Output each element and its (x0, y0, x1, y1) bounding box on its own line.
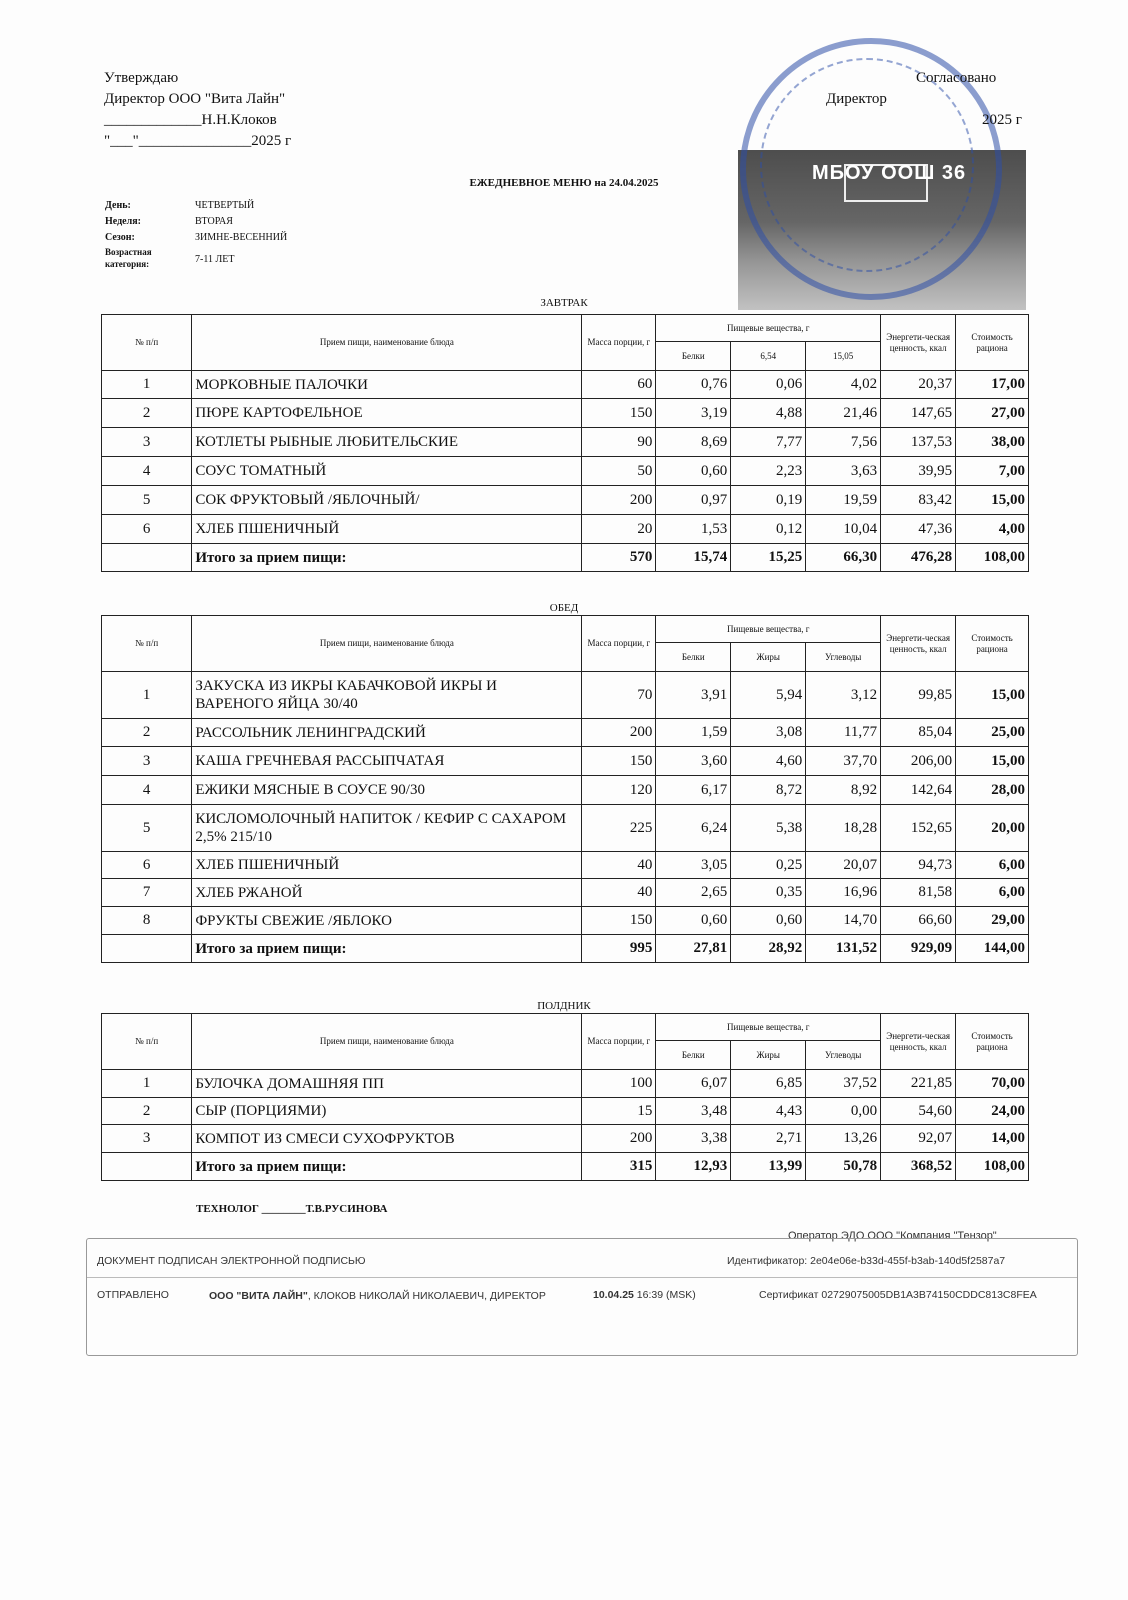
cell-mass: 570 (582, 544, 656, 572)
cell-cost: 144,00 (956, 935, 1029, 963)
cell-mass: 40 (582, 852, 656, 879)
cell-energy: 94,73 (881, 852, 956, 879)
cell-energy: 81,58 (881, 879, 956, 907)
cell-energy: 147,65 (881, 399, 956, 428)
cell-energy: 368,52 (881, 1153, 956, 1181)
cell-mass: 50 (582, 457, 656, 486)
cell-cost: 108,00 (956, 1153, 1029, 1181)
table-row (102, 1098, 1029, 1125)
cell-num: 4 (102, 776, 192, 805)
cell-fat: 5,38 (731, 805, 806, 852)
cell-cost: 4,00 (956, 515, 1029, 544)
cell-mass: 150 (582, 747, 656, 776)
cell-carbs: 20,07 (806, 852, 881, 879)
cell-mass: 15 (582, 1098, 656, 1125)
cell-num (102, 1153, 192, 1181)
total-row (102, 1153, 1029, 1181)
cell-energy: 142,64 (881, 776, 956, 805)
agreement-line-1: Согласовано (916, 70, 997, 86)
signed-label: ДОКУМЕНТ ПОДПИСАН ЭЛЕКТРОННОЙ ПОДПИСЬЮ (97, 1255, 366, 1267)
col-nutrients-header: Пищевые вещества, г (656, 315, 881, 342)
cell-mass: 225 (582, 805, 656, 852)
cell-num: 3 (102, 1125, 192, 1153)
table-row (102, 805, 1029, 852)
cell-dish: КИСЛОМОЛОЧНЫЙ НАПИТОК / КЕФИР С САХАРОМ 2,5% 215/10 (192, 805, 582, 852)
cell-fat: 13,99 (731, 1153, 806, 1181)
cell-dish: КОМПОТ ИЗ СМЕСИ СУХОФРУКТОВ (192, 1125, 582, 1153)
table-row (102, 515, 1029, 544)
e-signature-box (86, 1238, 1078, 1356)
col-cost-header: Стоимость рациона (956, 315, 1029, 371)
cell-dish: ХЛЕБ ПШЕНИЧНЫЙ (192, 515, 582, 544)
table-row (102, 1070, 1029, 1098)
cell-mass: 100 (582, 1070, 656, 1098)
cell-mass: 200 (582, 719, 656, 747)
cell-carbs: 50,78 (806, 1153, 881, 1181)
cell-dish: ЕЖИКИ МЯСНЫЕ В СОУСЕ 90/30 (192, 776, 582, 805)
cell-fat: 4,60 (731, 747, 806, 776)
cell-fat: 0,60 (731, 907, 806, 935)
col-carbs-header: Углеводы (806, 1041, 881, 1070)
technologist-line: ТЕХНОЛОГ ________Т.В.РУСИНОВА (196, 1203, 388, 1215)
cell-protein: 12,93 (656, 1153, 731, 1181)
cell-num: 3 (102, 428, 192, 457)
sent-label: ОТПРАВЛЕНО (97, 1289, 169, 1301)
col-num-header: № п/п (102, 315, 192, 371)
cell-num: 4 (102, 457, 192, 486)
sender-person: , КЛОКОВ НИКОЛАЙ НИКОЛАЕВИЧ, ДИРЕКТОР (307, 1290, 546, 1302)
cell-carbs: 11,77 (806, 719, 881, 747)
cell-carbs: 131,52 (806, 935, 881, 963)
breakfast-table (101, 314, 1029, 572)
cell-fat: 5,94 (731, 672, 806, 719)
cell-protein: 6,17 (656, 776, 731, 805)
col-cost-header: Стоимость рациона (956, 616, 1029, 672)
table-row (102, 907, 1029, 935)
cell-fat: 0,35 (731, 879, 806, 907)
signature-identifier: Идентификатор: 2e04e06e-b33d-455f-b3ab-140d5f2587a7 (727, 1255, 1006, 1267)
cell-protein: 3,19 (656, 399, 731, 428)
cell-cost: 38,00 (956, 428, 1029, 457)
approval-line-4: "___"_______________2025 г (104, 133, 292, 149)
cell-protein: 1,59 (656, 719, 731, 747)
cell-fat: 3,08 (731, 719, 806, 747)
cell-cost: 27,00 (956, 399, 1029, 428)
cell-energy: 929,09 (881, 935, 956, 963)
cell-cost: 20,00 (956, 805, 1029, 852)
approval-line-2: Директор ООО "Вита Лайн" (104, 91, 286, 107)
cell-carbs: 13,26 (806, 1125, 881, 1153)
col-name-header: Прием пищи, наименование блюда (192, 315, 582, 371)
col-name-header: Прием пищи, наименование блюда (192, 1014, 582, 1070)
cell-protein: 1,53 (656, 515, 731, 544)
cell-protein: 15,74 (656, 544, 731, 572)
cell-cost: 29,00 (956, 907, 1029, 935)
cell-num: 2 (102, 399, 192, 428)
col-mass-header: Масса порции, г (582, 616, 656, 672)
cell-num: 6 (102, 515, 192, 544)
table-row (102, 852, 1029, 879)
cell-cost: 24,00 (956, 1098, 1029, 1125)
total-row (102, 544, 1029, 572)
table-row (102, 719, 1029, 747)
sent-time: 16:39 (MSK) (633, 1289, 696, 1301)
cell-protein: 0,97 (656, 486, 731, 515)
cell-num: 2 (102, 1098, 192, 1125)
edo-operator: Оператор ЭДО ООО "Компания "Тензор" (788, 1230, 997, 1242)
cell-num: 5 (102, 805, 192, 852)
col-num-header: № п/п (102, 1014, 192, 1070)
cell-fat: 28,92 (731, 935, 806, 963)
season-value: ЗИМНЕ-ВЕСЕННИЙ (195, 232, 288, 243)
cell-energy: 137,53 (881, 428, 956, 457)
cell-energy: 20,37 (881, 371, 956, 399)
cell-dish: Итого за прием пищи: (192, 544, 582, 572)
cell-fat: 2,71 (731, 1125, 806, 1153)
cell-fat: 4,43 (731, 1098, 806, 1125)
cell-energy: 54,60 (881, 1098, 956, 1125)
page-title: ЕЖЕДНЕВНОЕ МЕНЮ на 24.04.2025 (469, 177, 659, 189)
cell-dish: ХЛЕБ ПШЕНИЧНЫЙ (192, 852, 582, 879)
cell-carbs: 37,52 (806, 1070, 881, 1098)
cell-mass: 90 (582, 428, 656, 457)
cell-cost: 15,00 (956, 486, 1029, 515)
col-nutrients-header: Пищевые вещества, г (656, 1014, 881, 1041)
cell-mass: 150 (582, 399, 656, 428)
cell-dish: ХЛЕБ РЖАНОЙ (192, 879, 582, 907)
cell-carbs: 8,92 (806, 776, 881, 805)
age-label: Возрастная категория: (105, 247, 152, 269)
cell-energy: 39,95 (881, 457, 956, 486)
cell-protein: 3,91 (656, 672, 731, 719)
approval-line-3: _____________Н.Н.Клоков (104, 112, 277, 128)
table-row (102, 457, 1029, 486)
cell-carbs: 14,70 (806, 907, 881, 935)
agreement-line-2: Директор (826, 91, 887, 107)
col-protein-header: Белки (656, 643, 731, 672)
sender (209, 1289, 589, 1304)
cell-dish: СОК ФРУКТОВЫЙ /ЯБЛОЧНЫЙ/ (192, 486, 582, 515)
cell-cost: 7,00 (956, 457, 1029, 486)
cell-cost: 25,00 (956, 719, 1029, 747)
cell-dish: СЫР (ПОРЦИЯМИ) (192, 1098, 582, 1125)
cell-carbs: 10,04 (806, 515, 881, 544)
cell-fat: 6,85 (731, 1070, 806, 1098)
cell-mass: 995 (582, 935, 656, 963)
cell-num (102, 935, 192, 963)
col-mass-header: Масса порции, г (582, 1014, 656, 1070)
col-protein-header: Белки (656, 342, 731, 371)
cell-cost: 15,00 (956, 747, 1029, 776)
sent-datetime (593, 1289, 696, 1301)
cell-carbs: 7,56 (806, 428, 881, 457)
cell-mass: 40 (582, 879, 656, 907)
day-value: ЧЕТВЕРТЫЙ (195, 200, 255, 211)
cell-energy: 92,07 (881, 1125, 956, 1153)
table-row (102, 371, 1029, 399)
stamp-text: МБОУ ООШ 36 (812, 162, 967, 184)
total-row (102, 935, 1029, 963)
signature-divider (87, 1277, 1077, 1278)
cell-num: 3 (102, 747, 192, 776)
table-row (102, 1125, 1029, 1153)
cell-carbs: 3,63 (806, 457, 881, 486)
table-row (102, 879, 1029, 907)
sender-org: ООО "ВИТА ЛАЙН" (209, 1290, 308, 1302)
cell-dish: СОУС ТОМАТНЫЙ (192, 457, 582, 486)
cell-num: 2 (102, 719, 192, 747)
cell-carbs: 66,30 (806, 544, 881, 572)
cell-dish: ЗАКУСКА ИЗ ИКРЫ КАБАЧКОВОЙ ИКРЫ И ВАРЕНОГО ЯЙЦА 30/40 (192, 672, 582, 719)
approval-block (104, 68, 291, 152)
col-fat-header: Жиры (731, 1041, 806, 1070)
cell-dish: МОРКОВНЫЕ ПАЛОЧКИ (192, 371, 582, 399)
cell-protein: 3,60 (656, 747, 731, 776)
cell-dish: ФРУКТЫ СВЕЖИЕ /ЯБЛОКО (192, 907, 582, 935)
day-label: День: (105, 200, 131, 211)
cell-dish: Итого за прием пищи: (192, 1153, 582, 1181)
cell-protein: 3,05 (656, 852, 731, 879)
cell-cost: 28,00 (956, 776, 1029, 805)
cell-protein: 3,38 (656, 1125, 731, 1153)
section-title-snack: ПОЛДНИК (537, 1000, 591, 1012)
cell-mass: 70 (582, 672, 656, 719)
cell-fat: 0,25 (731, 852, 806, 879)
section-title-breakfast: ЗАВТРАК (540, 297, 588, 309)
cell-carbs: 19,59 (806, 486, 881, 515)
cell-fat: 0,19 (731, 486, 806, 515)
cell-protein: 0,60 (656, 457, 731, 486)
cell-protein: 0,76 (656, 371, 731, 399)
col-num-header: № п/п (102, 616, 192, 672)
col-carbs-header: Углеводы (806, 643, 881, 672)
col-protein-header: Белки (656, 1041, 731, 1070)
cell-mass: 20 (582, 515, 656, 544)
sent-date: 10.04.25 (593, 1289, 634, 1301)
cell-num: 7 (102, 879, 192, 907)
cell-num (102, 544, 192, 572)
cell-protein: 6,24 (656, 805, 731, 852)
week-value: ВТОРАЯ (195, 216, 233, 227)
cell-carbs: 0,00 (806, 1098, 881, 1125)
table-row (102, 672, 1029, 719)
agreement-block (826, 68, 1022, 131)
cell-dish: РАССОЛЬНИК ЛЕНИНГРАДСКИЙ (192, 719, 582, 747)
cell-protein: 8,69 (656, 428, 731, 457)
col-mass-header: Масса порции, г (582, 315, 656, 371)
cell-dish: КАША ГРЕЧНЕВАЯ РАССЫПЧАТАЯ (192, 747, 582, 776)
col-fat-header: 6,54 (731, 342, 806, 371)
cell-fat: 0,06 (731, 371, 806, 399)
col-fat-header: Жиры (731, 643, 806, 672)
col-energy-header: Энергети-ческая ценность, ккал (881, 616, 956, 672)
col-carbs-header: 15,05 (806, 342, 881, 371)
cell-carbs: 4,02 (806, 371, 881, 399)
cell-energy: 47,36 (881, 515, 956, 544)
season-label: Сезон: (105, 232, 135, 243)
cell-energy: 221,85 (881, 1070, 956, 1098)
cell-mass: 120 (582, 776, 656, 805)
cell-cost: 6,00 (956, 879, 1029, 907)
lunch-table (101, 615, 1029, 963)
cell-fat: 8,72 (731, 776, 806, 805)
menu-meta (105, 198, 287, 270)
cell-carbs: 21,46 (806, 399, 881, 428)
cell-carbs: 18,28 (806, 805, 881, 852)
table-row (102, 486, 1029, 515)
agreement-line-4: 2025 г (982, 112, 1022, 128)
cell-cost: 14,00 (956, 1125, 1029, 1153)
cell-cost: 6,00 (956, 852, 1029, 879)
cell-energy: 66,60 (881, 907, 956, 935)
cell-cost: 108,00 (956, 544, 1029, 572)
cell-dish: Итого за прием пищи: (192, 935, 582, 963)
cell-cost: 70,00 (956, 1070, 1029, 1098)
age-value: 7-11 ЛЕТ (195, 254, 235, 265)
table-row (102, 399, 1029, 428)
cell-energy: 476,28 (881, 544, 956, 572)
cell-carbs: 16,96 (806, 879, 881, 907)
cell-dish: БУЛОЧКА ДОМАШНЯЯ ПП (192, 1070, 582, 1098)
section-title-lunch: ОБЕД (549, 602, 579, 614)
certificate: Сертификат 02729075005DB1A3B74150CDDC813C8FEA (759, 1289, 1037, 1301)
col-name-header: Прием пищи, наименование блюда (192, 616, 582, 672)
cell-protein: 0,60 (656, 907, 731, 935)
cell-carbs: 37,70 (806, 747, 881, 776)
cell-protein: 3,48 (656, 1098, 731, 1125)
cell-protein: 2,65 (656, 879, 731, 907)
col-energy-header: Энергети-ческая ценность, ккал (881, 1014, 956, 1070)
table-row (102, 776, 1029, 805)
cell-num: 1 (102, 371, 192, 399)
week-label: Неделя: (105, 216, 141, 227)
col-nutrients-header: Пищевые вещества, г (656, 616, 881, 643)
cell-carbs: 3,12 (806, 672, 881, 719)
col-energy-header: Энергети-ческая ценность, ккал (881, 315, 956, 371)
cell-mass: 60 (582, 371, 656, 399)
cell-num: 1 (102, 672, 192, 719)
cell-fat: 4,88 (731, 399, 806, 428)
cell-mass: 150 (582, 907, 656, 935)
cell-energy: 152,65 (881, 805, 956, 852)
cell-protein: 27,81 (656, 935, 731, 963)
col-cost-header: Стоимость рациона (956, 1014, 1029, 1070)
table-row (102, 747, 1029, 776)
cell-energy: 83,42 (881, 486, 956, 515)
cell-num: 5 (102, 486, 192, 515)
cell-cost: 17,00 (956, 371, 1029, 399)
cell-energy: 99,85 (881, 672, 956, 719)
cell-fat: 0,12 (731, 515, 806, 544)
cell-protein: 6,07 (656, 1070, 731, 1098)
approval-line-1: Утверждаю (104, 70, 179, 86)
cell-cost: 15,00 (956, 672, 1029, 719)
cell-fat: 2,23 (731, 457, 806, 486)
cell-mass: 315 (582, 1153, 656, 1181)
table-row (102, 428, 1029, 457)
snack-table (101, 1013, 1029, 1181)
cell-mass: 200 (582, 1125, 656, 1153)
cell-energy: 206,00 (881, 747, 956, 776)
cell-energy: 85,04 (881, 719, 956, 747)
cell-mass: 200 (582, 486, 656, 515)
cell-num: 8 (102, 907, 192, 935)
cell-num: 6 (102, 852, 192, 879)
cell-dish: КОТЛЕТЫ РЫБНЫЕ ЛЮБИТЕЛЬСКИЕ (192, 428, 582, 457)
cell-num: 1 (102, 1070, 192, 1098)
cell-fat: 15,25 (731, 544, 806, 572)
cell-dish: ПЮРЕ КАРТОФЕЛЬНОЕ (192, 399, 582, 428)
cell-fat: 7,77 (731, 428, 806, 457)
